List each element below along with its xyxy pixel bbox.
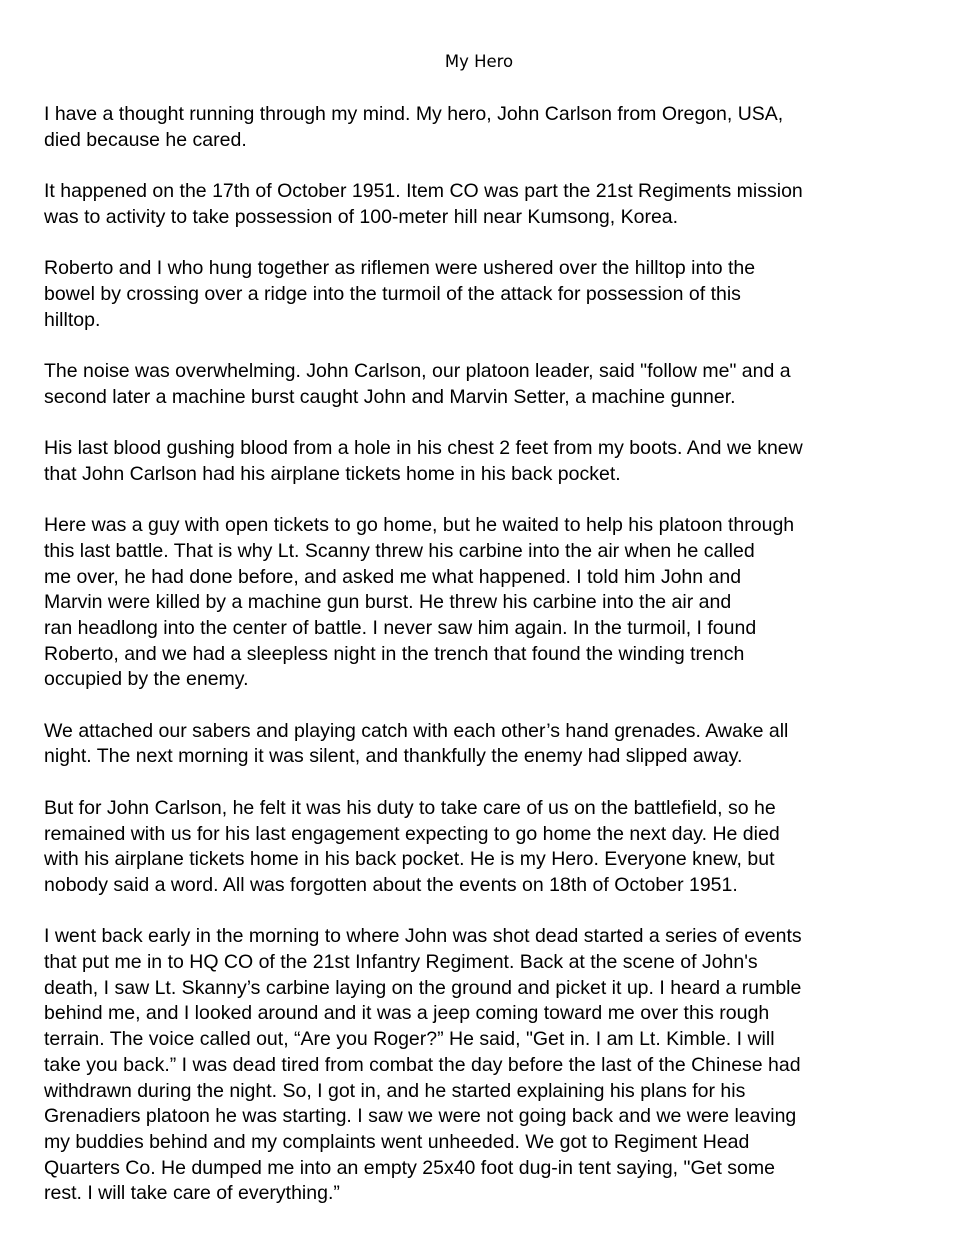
text-line: Marvin were killed by a machine gun burst. He threw his carbine into the air and — [44, 591, 732, 614]
document-title: My Hero — [444, 52, 514, 71]
text-line: remained with us for his last engagement expecting to go home the next day. He died — [44, 822, 780, 845]
text-line: death, I saw Lt. Skanny’s carbine laying on the ground and picket it up. I heard a rumble — [44, 976, 802, 999]
text-line: second later a machine burst caught John and Marvin Setter, a machine gunner. — [44, 385, 736, 408]
text-line: Roberto and I who hung together as riflemen were ushered over the hilltop into the — [44, 257, 756, 280]
text-line: I went back early in the morning to where John was shot dead started a series of events — [44, 925, 802, 948]
text-line: It happened on the 17th of October 1951. Item CO was part the 21st Regiments mission — [44, 180, 803, 203]
text-line: rest. I will take care of everything.” — [44, 1182, 340, 1205]
text-line: I have a thought running through my mind. My hero, John Carlson from Oregon, USA, — [44, 103, 784, 125]
text-line: that John Carlson had his airplane tickets home in his back pocket. — [44, 462, 621, 485]
text-line: But for John Carlson, he felt it was his duty to take care of us on the battlefield, so he — [44, 796, 776, 819]
text-line: occupied by the enemy. — [44, 668, 249, 691]
text-line: hilltop. — [44, 308, 101, 331]
text-line: We attached our sabers and playing catch with each other’s hand grenades. Awake all — [44, 719, 789, 742]
text-line: ran headlong into the center of battle. I never saw him again. In the turmoil, I found — [44, 616, 757, 639]
text-line: died because he cared. — [44, 128, 247, 151]
paragraph — [44, 179, 934, 230]
paragraph — [44, 924, 934, 1207]
text-line: this last battle. That is why Lt. Scanny threw his carbine into the air when he called — [44, 539, 755, 562]
text-line: bowel by crossing over a ridge into the turmoil of the attack for possession of this — [44, 282, 741, 305]
text-line: with his airplane tickets home in his back pocket. He is my Hero. Everyone knew, but — [44, 848, 775, 871]
text-line: His last blood gushing blood from a hole in his chest 2 feet from my boots. And we knew — [44, 437, 803, 460]
text-line: Roberto, and we had a sleepless night in the trench that found the winding trench — [44, 642, 745, 665]
paragraph — [44, 256, 934, 333]
text-line: The noise was overwhelming. John Carlson, our platoon leader, said "follow me" and a — [44, 359, 791, 382]
text-line: take you back.” I was dead tired from combat the day before the last of the Chinese had — [44, 1053, 801, 1076]
text-line: was to activity to take possession of 100-meter hill near Kumsong, Korea. — [44, 205, 679, 228]
paragraph — [44, 359, 934, 410]
paragraph — [44, 513, 934, 693]
text-line: me over, he had done before, and asked me what happened. I told him John and — [44, 565, 742, 588]
text-line: that put me in to HQ CO of the 21st Infantry Regiment. Back at the scene of John's — [44, 951, 758, 974]
text-line: Here was a guy with open tickets to go home, but he waited to help his platoon through — [44, 514, 795, 537]
text-line: terrain. The voice called out, “Are you Roger?” He said, "Get in. I am Lt. Kimble. I will — [44, 1028, 775, 1051]
text-line: Quarters Co. He dumped me into an empty 25x40 foot dug-in tent saying, "Get some — [44, 1156, 775, 1179]
document-body — [44, 102, 934, 1233]
text-line: nobody said a word. All was forgotten about the events on 18th of October 1951. — [44, 873, 738, 896]
text-line: my buddies behind and my complaints went unheeded. We got to Regiment Head — [44, 1131, 750, 1153]
text-line: Grenadiers platoon he was starting. I saw we were not going back and we were leaving — [44, 1105, 797, 1128]
text-line: behind me, and I looked around and it was a jeep coming toward me over this rough — [44, 1002, 770, 1025]
paragraph — [44, 719, 934, 770]
text-line: night. The next morning it was silent, and thankfully the enemy had slipped away. — [44, 745, 743, 768]
paragraph — [44, 102, 934, 153]
text-line: withdrawn during the night. So, I got in, and he started explaining his plans for his — [44, 1079, 746, 1102]
paragraph — [44, 436, 934, 487]
paragraph — [44, 796, 934, 899]
